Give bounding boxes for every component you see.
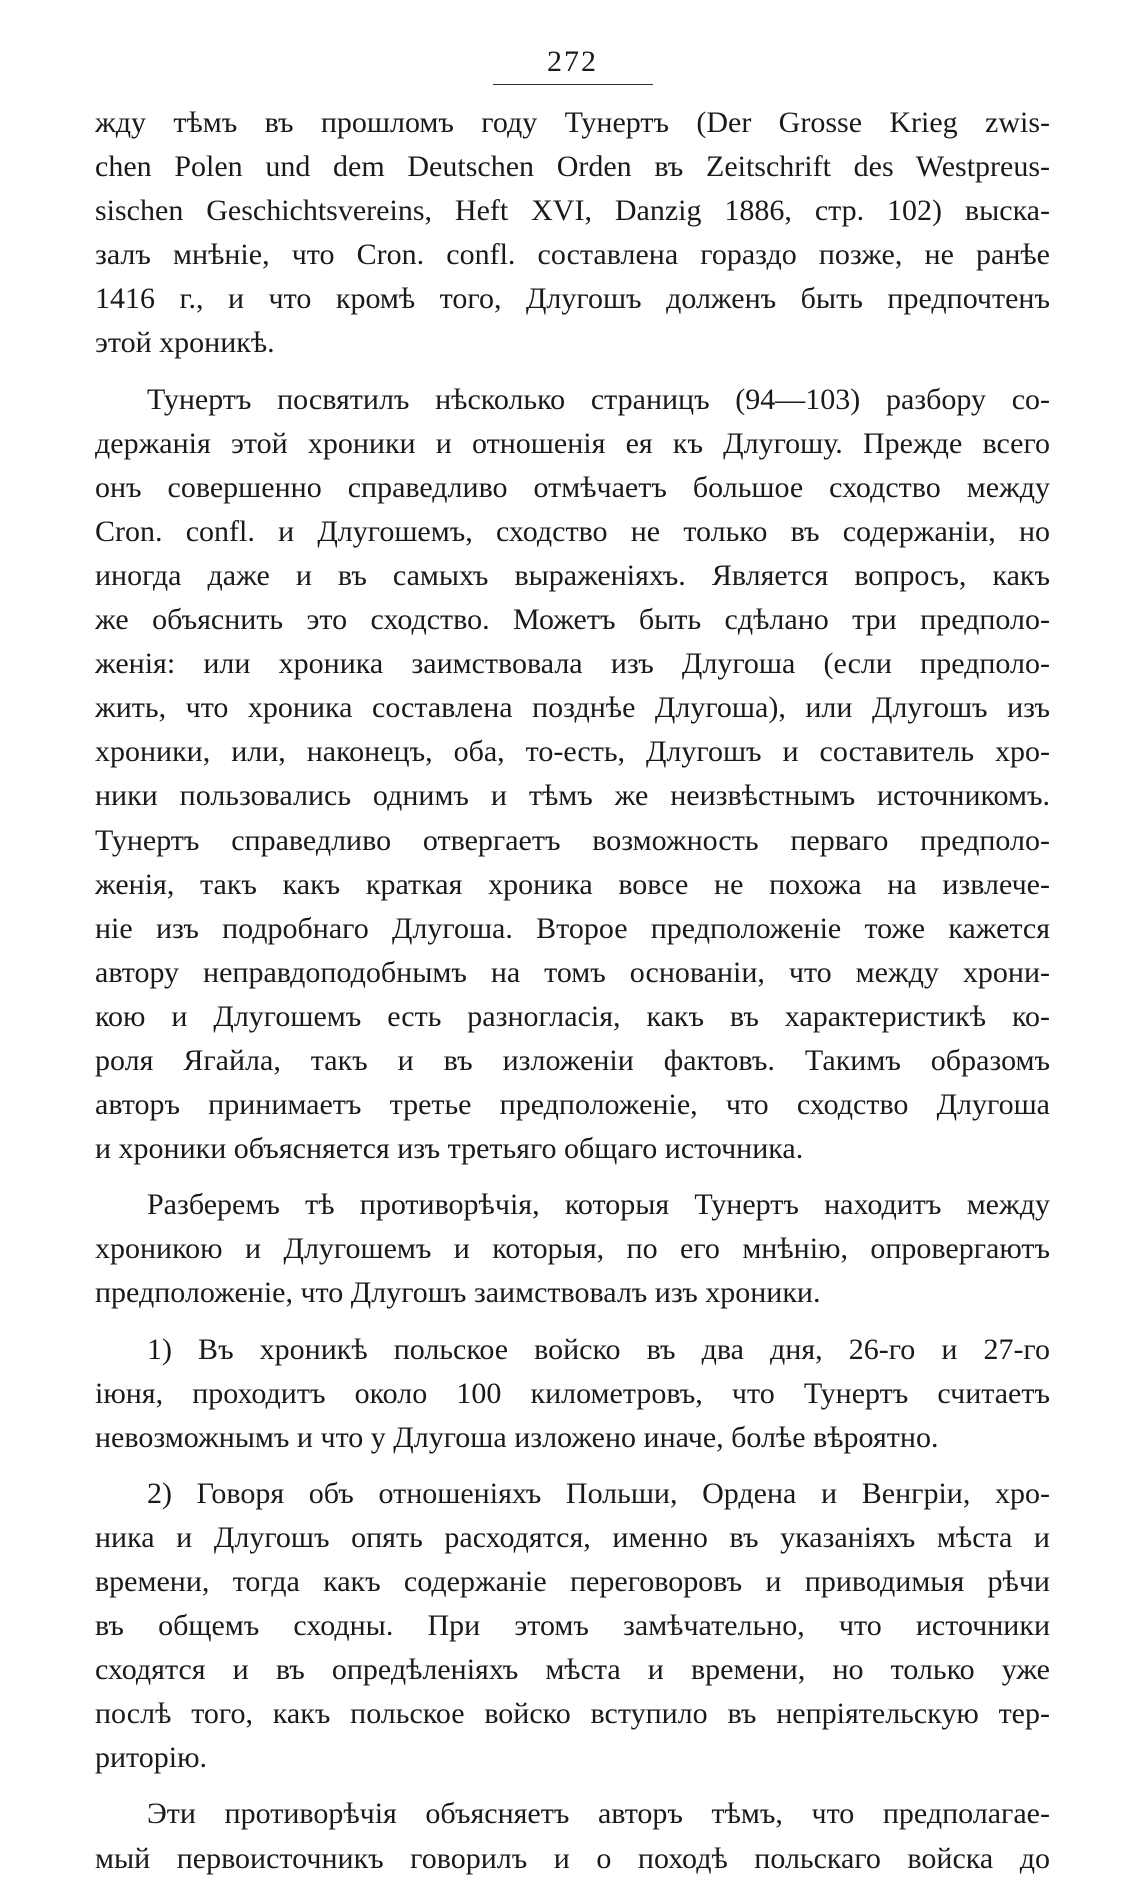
text-line: этой хроникѣ. <box>95 326 275 360</box>
text-line: же объяснить это сходство. Можетъ быть сдѣлано три предполо- <box>95 603 1050 637</box>
paragraph-5 <box>95 1472 1050 1781</box>
text-line: 1) Въ хроникѣ польское войско въ два дня, 26-го и 27-го <box>147 1332 1050 1366</box>
text-line: хроникою и Длугошемъ и которыя, по его мнѣнію, опровергаютъ <box>95 1232 1050 1266</box>
text-line: авторъ принимаетъ третье предположеніе, что сходство Длугоша <box>95 1088 1050 1122</box>
text-line: иногда даже и въ самыхъ выраженіяхъ. Является вопросъ, какъ <box>95 558 1050 592</box>
text-line: времени, тогда какъ содержаніе переговоровъ и приводимыя рѣчи <box>95 1565 1050 1598</box>
text-line: ники пользовались однимъ и тѣмъ же неизвѣстнымъ источникомъ. <box>95 779 1050 813</box>
text-line: невозможнымъ и что у Длугоша изложено иначе, болѣе вѣроятно. <box>95 1420 939 1454</box>
text-line: послѣ того, какъ польское войско вступило въ непріятельскую тер- <box>95 1697 1050 1731</box>
text-line: онъ совершенно справедливо отмѣчаетъ большое сходство между <box>95 470 1050 504</box>
text-line: держанія этой хроники и отношенія ея къ Длугошу. Прежде всего <box>95 426 1050 460</box>
text-line: жду тѣмъ въ прошломъ году Тунертъ (Der Grosse Krieg zwis- <box>95 106 1050 139</box>
text-line: chen Polen und dem Deutschen Orden въ Zeitschrift des Westpreus- <box>95 150 1050 184</box>
text-line: сходятся и въ опредѣленіяхъ мѣста и времени, но только уже <box>95 1653 1050 1687</box>
text-line: ніе изъ подробнаго Длугоша. Второе предположеніе тоже кажется <box>95 911 1050 945</box>
text-line: ника и Длугошъ опять расходятся, именно въ указаніяхъ мѣста и <box>95 1520 1050 1554</box>
text-line: кою и Длугошемъ есть разногласія, какъ въ характеристикѣ ко- <box>95 999 1050 1033</box>
text-line: Тунертъ посвятилъ нѣсколько страницъ (94—103) разбору со- <box>147 382 1050 416</box>
text-line: залъ мнѣніе, что Cron. confl. составлена гораздо позже, не ранѣе <box>95 238 1050 272</box>
text-line: sischen Geschichtsvereins, Heft XVI, Danzig 1886, стр. 102) выска- <box>95 194 1050 228</box>
text-line: жить, что хроника составлена позднѣе Длугоша), или Длугошъ изъ <box>95 691 1050 725</box>
text-line: роля Ягайла, такъ и въ изложеніи фактовъ. Такимъ образомъ <box>95 1043 1050 1077</box>
text-line: женія, такъ какъ краткая хроника вовсе не похожа на извлече- <box>95 867 1050 901</box>
paragraph-4 <box>95 1328 1050 1460</box>
text-line: Тунертъ справедливо отвергаетъ возможность перваго предполо- <box>95 823 1050 857</box>
text-line: Эти противорѣчія объясняетъ авторъ тѣмъ, что предполагае- <box>147 1797 1050 1831</box>
text-line: женія: или хроника заимствовала изъ Длугоша (если предполо- <box>95 647 1050 681</box>
text-line: Cron. confl. и Длугошемъ, сходство не только въ содержаніи, но <box>95 514 1050 548</box>
text-line: автору неправдоподобнымъ на томъ основаніи, что между хрони- <box>95 955 1050 989</box>
text-line: іюня, проходитъ около 100 километровъ, что Тунертъ считаетъ <box>95 1376 1050 1410</box>
text-line: и хроники объясняется изъ третьяго общаго источника. <box>95 1132 804 1166</box>
text-line: въ общемъ сходны. При этомъ замѣчательно, что источники <box>95 1609 1050 1643</box>
text-line: риторію. <box>95 1741 208 1775</box>
text-line: предположеніе, что Длугошъ заимствовалъ изъ хроники. <box>95 1276 821 1310</box>
paragraph-2 <box>95 378 1050 1172</box>
text-line: 1416 г., и что кромѣ того, Длугошъ долженъ быть предпочтенъ <box>95 282 1050 316</box>
text-line: хроники, или, наконецъ, оба, то-есть, Длугошъ и составитель хро- <box>95 735 1050 769</box>
text-line: 2) Говоря объ отношеніяхъ Польши, Ордена и Венгріи, хро- <box>147 1476 1050 1510</box>
page-number-rule <box>493 84 653 85</box>
text-line: мый первоисточникъ говорилъ и о походѣ польскаго войска до <box>95 1841 1050 1875</box>
text-line: Разберемъ тѣ противорѣчія, которыя Тунертъ находитъ между <box>147 1188 1050 1222</box>
document-page <box>95 40 1050 1881</box>
paragraph-1 <box>95 101 1050 366</box>
paragraph-3 <box>95 1183 1050 1315</box>
page-number: 272 <box>547 45 598 78</box>
paragraph-6 <box>95 1792 1050 1880</box>
